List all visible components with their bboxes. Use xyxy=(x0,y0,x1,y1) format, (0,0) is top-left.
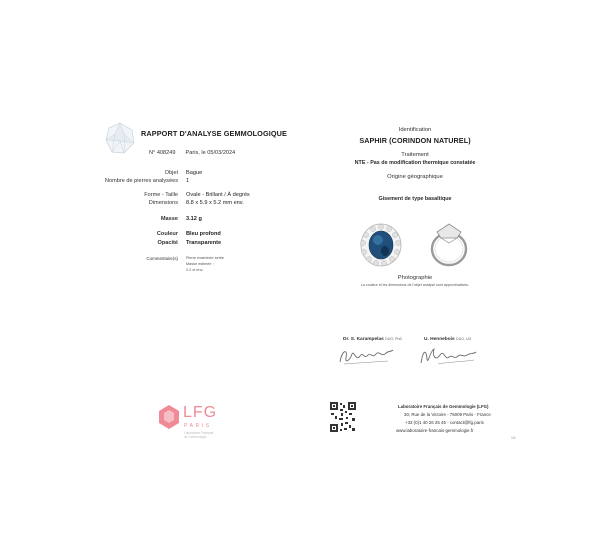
origin-label: Origine géographique xyxy=(387,174,443,180)
signature-1 xyxy=(336,344,396,368)
origin-value: Gisement de type basaltique xyxy=(378,196,452,202)
field-label-dimensions: Dimensions xyxy=(148,200,178,206)
comment-line-1: Masse estimée : xyxy=(186,262,214,266)
field-label-object: Objet xyxy=(164,170,178,176)
signatory-2-credential: DUG, UG xyxy=(456,337,472,341)
brand-tagline-2: de Gemmologie xyxy=(184,435,207,439)
comment-line-2: 2.2 ct env. xyxy=(186,268,204,272)
field-value-color: Bleu profond xyxy=(186,231,221,237)
signatory-1 xyxy=(343,337,402,342)
stone-photo-side xyxy=(428,220,470,268)
field-value-stone-count: 1 xyxy=(186,178,190,184)
qr-code-icon xyxy=(329,401,357,433)
field-label-color: Couleur xyxy=(156,231,178,237)
photo-note: La couleur et les dimensions de l'objet analysé sont approximatives. xyxy=(360,283,470,287)
report-place-date: Paris, le 05/03/2024 xyxy=(185,150,236,156)
lab-name: Laboratoire Français de Gemmologie (LFG) xyxy=(398,404,489,409)
stone-photo-top xyxy=(358,222,404,268)
field-value-opacity: Transparente xyxy=(186,240,222,246)
signature-2 xyxy=(418,343,478,369)
brand-word: LFG xyxy=(183,404,218,421)
identification-value: SAPHIR (CORINDON NATUREL) xyxy=(359,136,471,145)
report-number: N° 408249 xyxy=(149,150,176,156)
field-label-shape: Forme - Taille xyxy=(144,192,178,198)
lab-address: 30, Rue de la Victoire - 75009 Paris - France xyxy=(404,412,491,417)
brand-city: PARIS xyxy=(184,423,212,429)
crystal-logo-icon xyxy=(103,121,137,155)
field-label-stone-count: Nombre de pierres analysées xyxy=(104,178,178,184)
field-label-comments: Commentaire(s) xyxy=(146,256,178,261)
lab-web[interactable]: www.laboratoire-francais-gemmologie.fr xyxy=(396,428,474,433)
field-value-comments: Pierre examinée sertie xyxy=(186,256,224,260)
signatory-2 xyxy=(424,337,471,342)
field-value-object: Bague xyxy=(186,170,203,176)
field-value-dimensions: 8.8 x 5.9 x 5.2 mm env. xyxy=(186,200,244,206)
signatory-2-name: U. Hennebois xyxy=(424,337,455,342)
treatment-label: Traitement xyxy=(401,152,429,158)
report-title: RAPPORT D'ANALYSE GEMMOLOGIQUE xyxy=(141,129,287,138)
lab-contact: +33 (0)1 40 26 25 45 - contact@lfg.paris xyxy=(405,420,484,425)
report-meta xyxy=(149,150,235,156)
photo-label: Photographie xyxy=(397,275,433,281)
treatment-value: NTE - Pas de modification thermique constatée xyxy=(354,160,476,166)
signatory-1-name: Dr. S. Karampelas xyxy=(343,337,384,342)
field-label-opacity: Opacité xyxy=(157,240,178,246)
signatory-1-credential: DUG, PhD xyxy=(385,337,403,341)
field-value-mass: 3.12 g xyxy=(186,216,202,222)
identification-label: Identification xyxy=(398,127,432,133)
field-label-mass: Masse xyxy=(160,216,178,222)
field-value-shape: Ovale - Brillant / À degrés xyxy=(186,192,250,198)
page-number: 1/1 xyxy=(511,436,516,440)
brand-tagline-1: Laboratoire Français xyxy=(184,431,214,435)
